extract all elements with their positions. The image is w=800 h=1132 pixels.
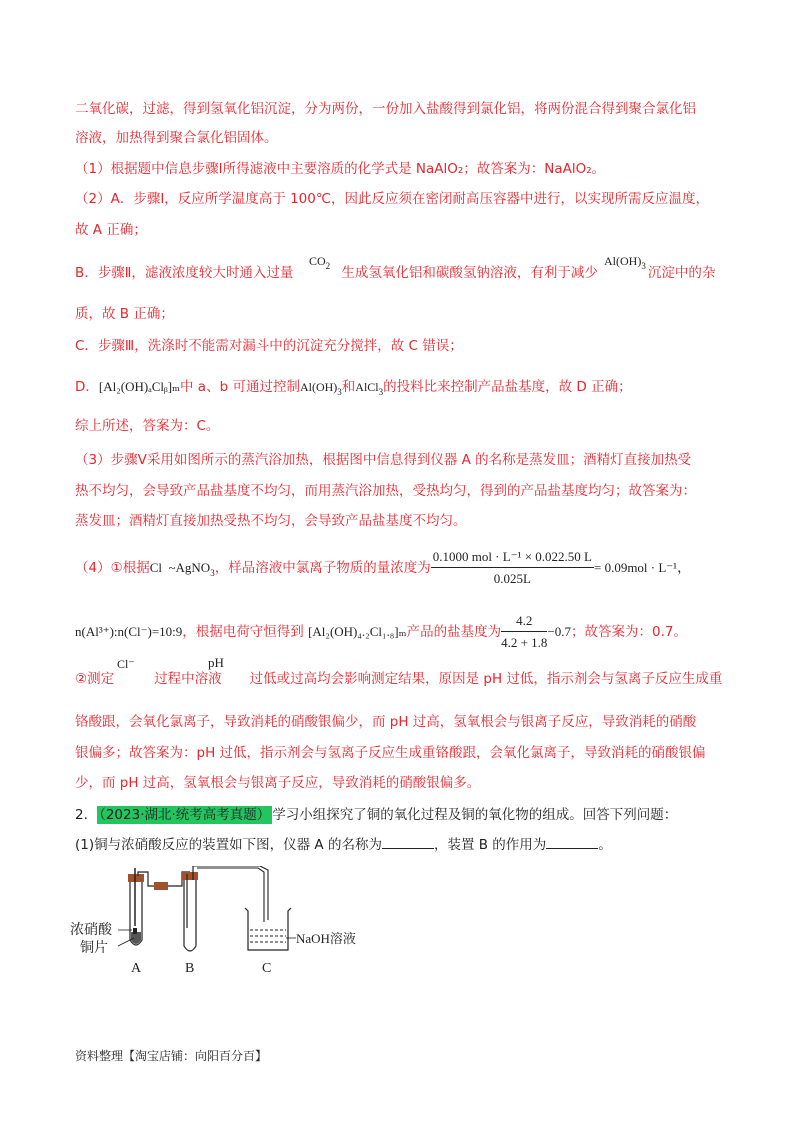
copper-piece xyxy=(133,928,137,934)
answer-part-4-2: ②测定 过程中溶液 过低或过高均会影响测定结果，原因是 pH 过低，指示剂会与氢离子反应生成重 xyxy=(75,671,723,687)
formula-aloh3: $Al(OH)_3$ xyxy=(604,254,646,271)
text-line: 少，而 pH 过高，氢氧根会与银离子反应，导致消耗的硝酸银偏多。 xyxy=(75,775,481,791)
answer-blank-2 xyxy=(546,836,598,849)
answer-part-2d: D．[Al₂(OH)ₐClᵦ]ₘ中 a、b 可通过控制$Al(OH)_3$和AlCl$_3$的投料比来控制产品盐基度，故 D 正确； xyxy=(75,379,632,397)
text-line: 溶液，加热得到聚合氯化铝固体。 xyxy=(75,130,278,146)
fraction-concentration: $\frac{\text{0.1000 mol · L⁻¹ × 0.022.50 L}}{0.025L}$ xyxy=(432,549,592,586)
label-b: B xyxy=(185,961,195,976)
label-c: C xyxy=(262,961,272,976)
formula-cl-ion: Cl⁻ xyxy=(117,657,135,671)
apparatus-figure xyxy=(70,866,390,978)
connector-stopper xyxy=(154,882,168,890)
fraction-basicity: $\frac{4.2}{4.2 + 1.8}$ xyxy=(501,613,548,650)
question-2-sub-1: (1)铜与浓硝酸反应的装置如下图，仪器 A 的名称为 ，装置 B 的作用为 。 xyxy=(75,837,612,853)
label-acid: 浓硝酸 xyxy=(70,923,112,938)
formula-aloh3-d: $Al(OH)_3$ xyxy=(299,380,342,397)
text-line: 蒸发皿；酒精灯直接加热受热不均匀，会导致产品盐基度不均匀。 xyxy=(75,513,467,529)
answer-part-4: （4）①根据Cl ~AgNO$_3$，样品溶液中氯离子物质的量浓度为 $\frac{\text{0.1000 mol · L⁻¹ × 0.022.50 L}}{0.025L}$ = 0.09mol · L⁻¹， xyxy=(75,549,691,586)
formula-ph: pH xyxy=(208,655,224,670)
stopper-b xyxy=(182,872,198,880)
summary-line: 综上所述，答案为：C。 xyxy=(75,418,220,434)
text-line: 银偏多；故答案为：pH 过低，指示剂会与氢离子反应生成重铬酸跟，会氧化氯离子，导致消耗的硝酸银偏 xyxy=(75,745,706,761)
label-copper: 铜片 xyxy=(80,941,108,956)
text-line: 故 A 正确； xyxy=(75,222,147,238)
text-line: 质，故 B 正确； xyxy=(75,306,174,322)
formula-poly-ab: [Al₂(OH)ₐClᵦ]ₘ xyxy=(98,379,181,394)
answer-blank-1 xyxy=(382,836,434,849)
source-tag: （2023·湖北·统考高考真题） xyxy=(99,807,271,823)
text-line: 热不均匀，会导致产品盐基度不均匀，而用蒸汽浴加热，受热均匀，得到的产品盐基度均匀；故答案为： xyxy=(75,483,696,499)
label-naoh: NaOH溶液 xyxy=(296,931,356,946)
question-2-stem: 2． （2023·湖北·统考高考真题） 学习小组探究了铜的氧化过程及铜的氧化物的组成。回答下列问题： xyxy=(75,807,678,823)
stopper-a xyxy=(128,874,144,882)
answer-part-1: （1）根据题中信息步骤Ⅰ所得滤液中主要溶质的化学式是 NaAlO₂；故答案为：NaAlO₂。 xyxy=(75,161,606,177)
formula-co2: $CO_2$ xyxy=(309,254,331,271)
answer-part-4-ratio: n(Al³⁺):n(Cl⁻)=10:9，根据电荷守恒得到 [Al₂(OH)₄.₂Cl₁.₈]ₘ产品的盐基度为 $\frac{4.2}{4.2 + 1.8}$ −0.7；故答案为：0.7。 xyxy=(75,613,688,650)
formula-alcl3: AlCl$_3$ xyxy=(355,380,384,397)
footer-note: 资料整理【淘宝店铺：向阳百分百】 xyxy=(75,1049,268,1063)
answer-part-3: （3）步骤Ⅴ采用如图所示的蒸汽浴加热，根据图中信息得到仪器 A 的名称是蒸发皿；酒精灯直接加热受 xyxy=(75,452,692,468)
answer-part-2a: （2）A．步骤Ⅰ，反应所学温度高于 100℃，因此反应须在密闭耐高压容器中进行，以实现所需反应温度， xyxy=(75,191,710,207)
test-tube-b xyxy=(184,878,196,951)
answer-part-2c: C．步骤Ⅲ，洗涤时不能需对漏斗中的沉淀充分搅拌，故 C 错误； xyxy=(75,338,463,354)
text-line: 铬酸跟，会氧化氯离子，导致消耗的硝酸银偏少，而 pH 过高，氢氧根会与银离子反应，导致消耗的硝酸 xyxy=(75,714,697,730)
text-line: 二氧化碳，过滤，得到氢氧化铝沉淀，分为两份，一份加入盐酸得到氯化铝，将两份混合得到聚合氯化铝 xyxy=(75,101,696,117)
answer-part-2b: B．步骤Ⅱ，滤液浓度较大时通入过量 生成氢氧化铝和碳酸氢钠溶液，有利于减少 沉淀中的杂 xyxy=(75,265,716,281)
label-a: A xyxy=(131,961,142,976)
